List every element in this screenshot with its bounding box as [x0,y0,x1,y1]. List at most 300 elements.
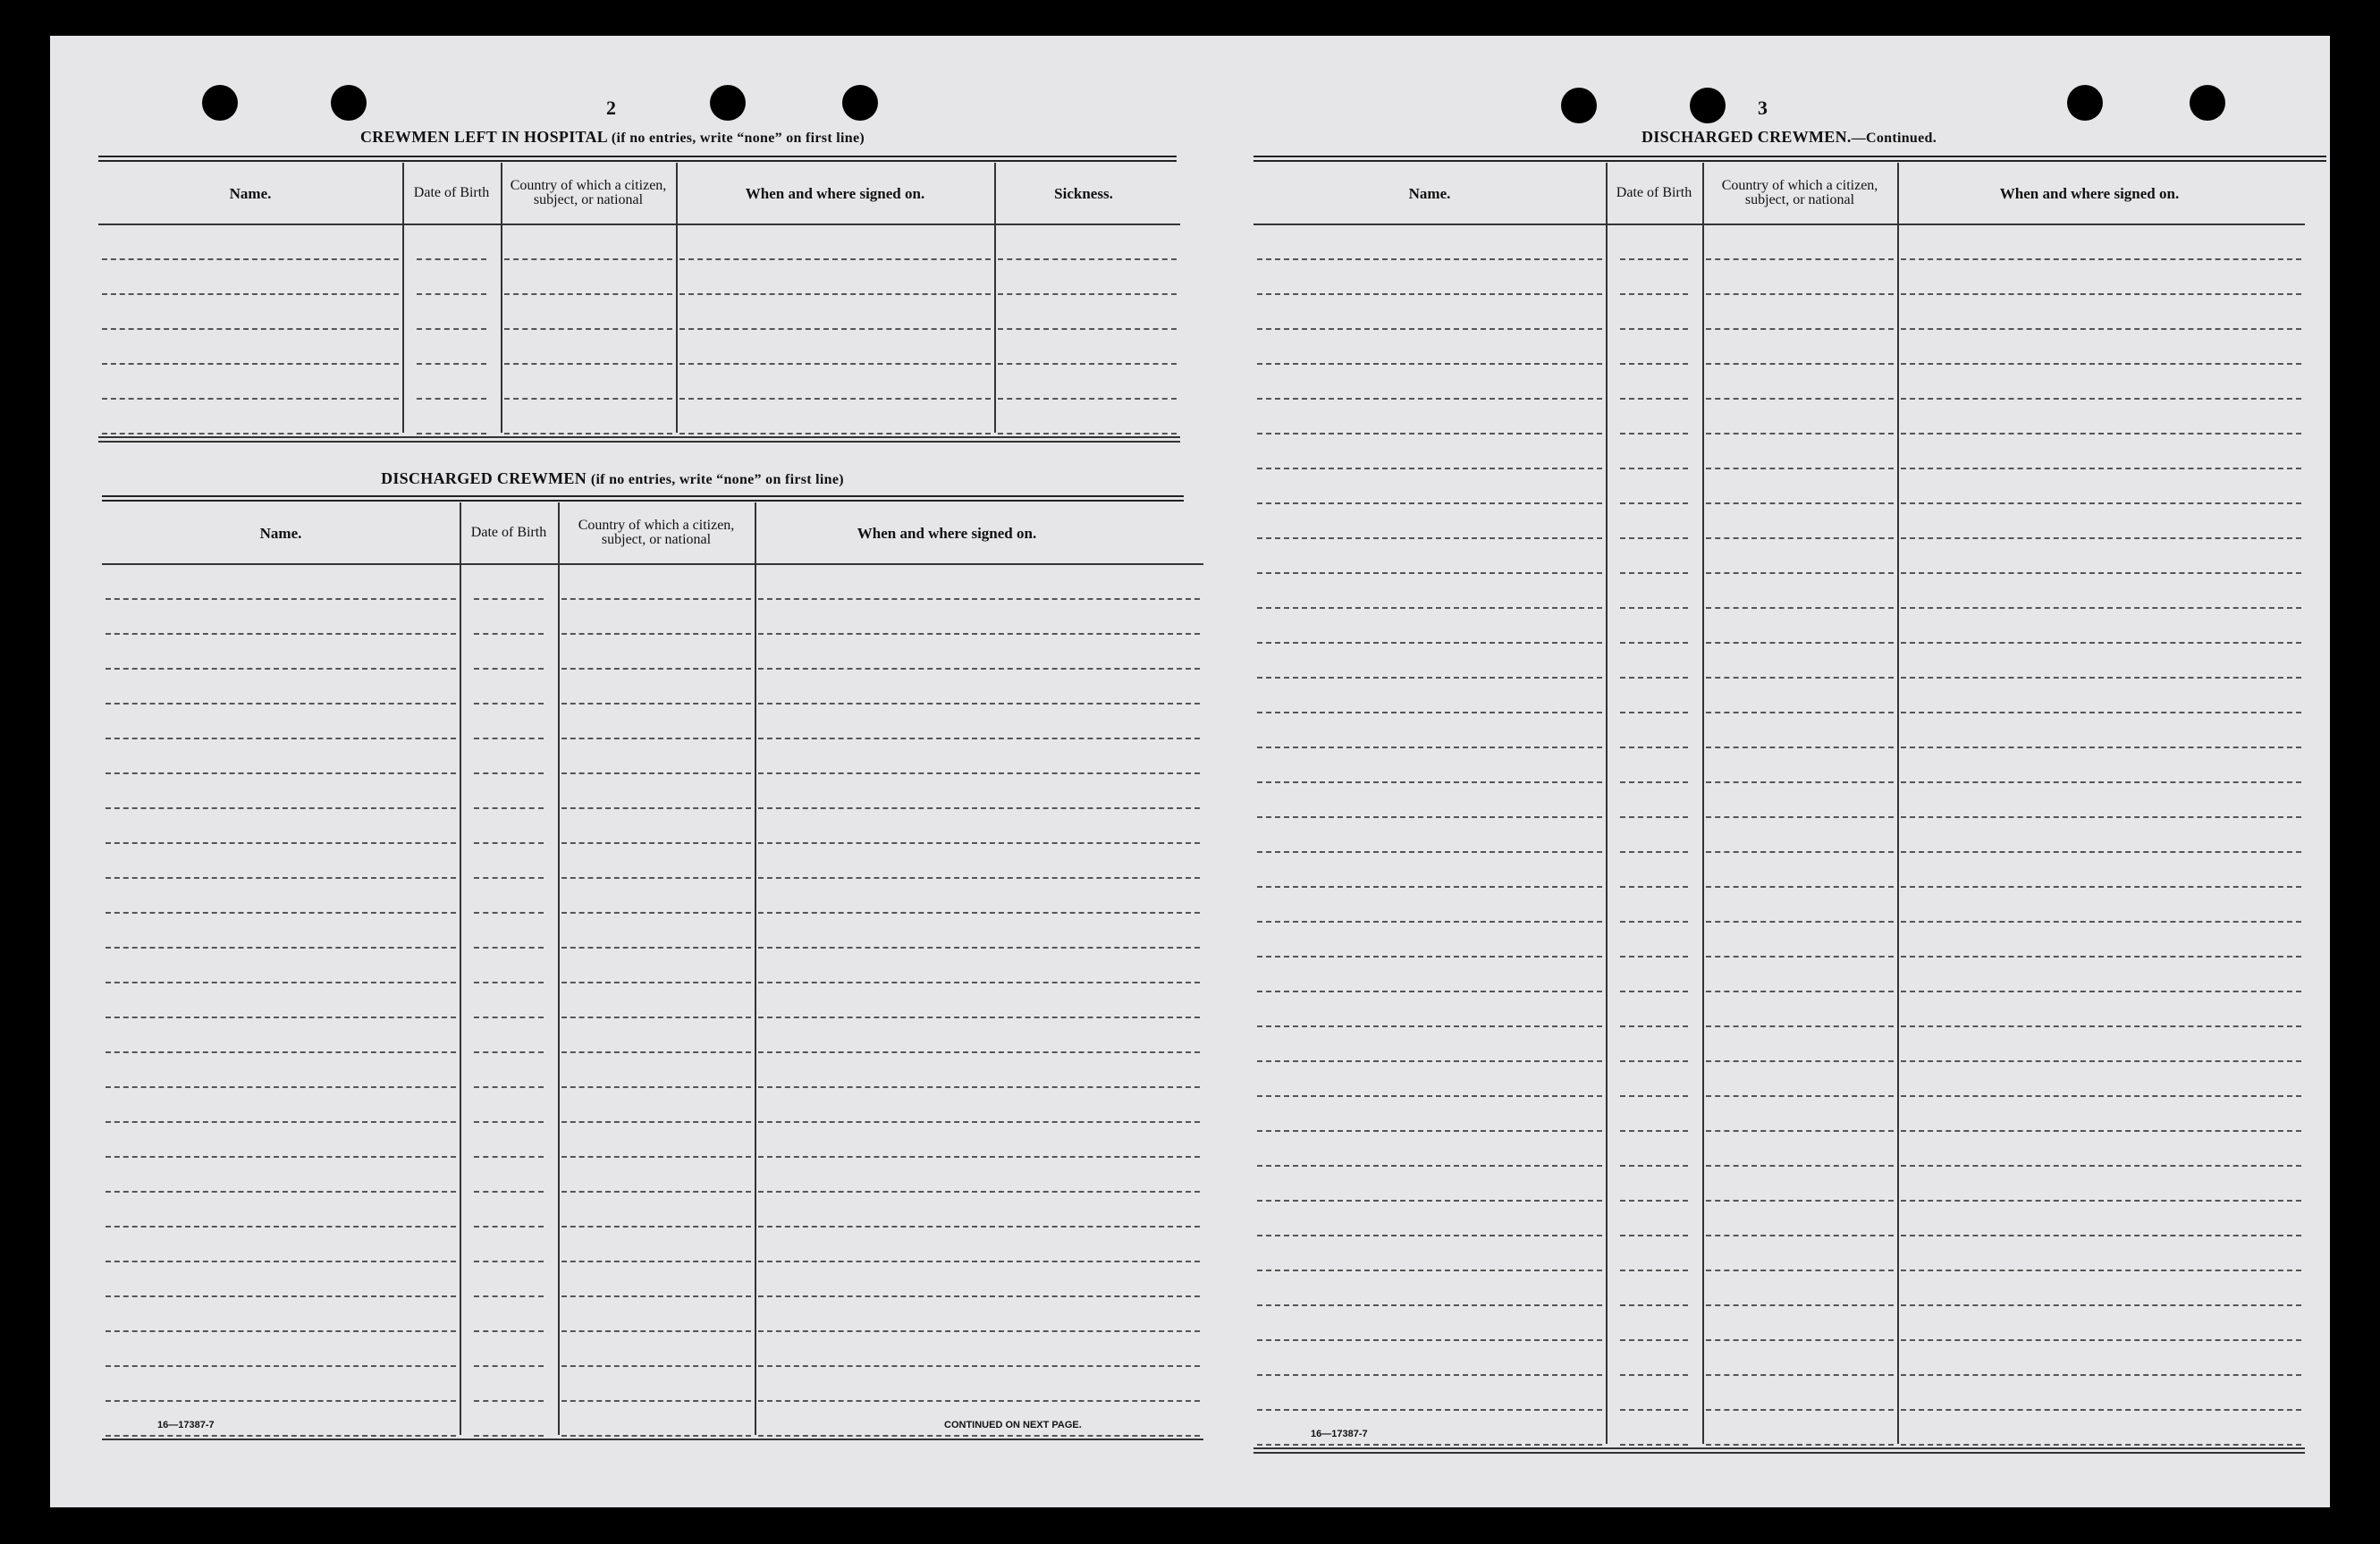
entry-line[interactable] [105,1156,456,1158]
entry-line[interactable] [1901,468,2301,469]
entry-line[interactable] [1901,991,2301,992]
entry-line[interactable] [1620,258,1688,260]
entry-line[interactable] [1901,363,2301,365]
entry-line[interactable] [1901,1025,2301,1027]
entry-line[interactable] [758,1261,1200,1262]
entry-line[interactable] [1620,991,1688,992]
entry-line[interactable] [105,1400,456,1402]
entry-line[interactable] [1620,363,1688,365]
entry-line[interactable] [1257,1095,1602,1097]
entry-line[interactable] [1620,293,1688,295]
entry-line[interactable] [1620,677,1688,679]
entry-line[interactable] [1901,328,2301,330]
entry-line[interactable] [1257,363,1602,365]
entry-line[interactable] [758,877,1200,879]
entry-line[interactable] [561,1261,751,1262]
col-header-date-of-birth: Date of Birth [1616,185,1692,200]
entry-line[interactable] [758,842,1200,844]
entry-line[interactable] [105,1191,456,1193]
entry-line[interactable] [1257,886,1602,888]
entry-line[interactable] [1257,1339,1602,1341]
entry-line[interactable] [758,668,1200,670]
entry-line[interactable] [105,1121,456,1123]
entry-line[interactable] [998,328,1177,330]
entry-line[interactable] [102,433,399,435]
entry-line[interactable] [474,633,544,635]
entry-line[interactable] [1620,747,1688,748]
entry-line[interactable] [474,982,544,983]
entry-line[interactable] [1901,258,2301,260]
entry-line[interactable] [1257,1304,1602,1306]
entry-line[interactable] [1257,398,1602,400]
entry-line[interactable] [474,1261,544,1262]
entry-line[interactable] [679,363,991,365]
entry-line[interactable] [561,1295,751,1297]
entry-line[interactable] [1901,502,2301,504]
entry-line[interactable] [561,1156,751,1158]
column-separator [460,502,461,1435]
entry-line[interactable] [1706,1339,1894,1341]
entry-line[interactable] [758,1017,1200,1018]
entry-line[interactable] [474,1191,544,1193]
entry-line[interactable] [1620,572,1688,574]
entry-line[interactable] [758,807,1200,809]
entry-line[interactable] [1257,328,1602,330]
entry-line[interactable] [504,433,672,435]
entry-line[interactable] [105,1365,456,1367]
entry-line[interactable] [1257,642,1602,644]
hospital-table [98,163,1180,467]
entry-line[interactable] [474,947,544,949]
entry-line[interactable] [1257,1374,1602,1376]
entry-line[interactable] [1901,607,2301,609]
entry-line[interactable] [758,738,1200,739]
entry-line[interactable] [758,1400,1200,1402]
left-form-number: 16—17387-7 [157,1420,215,1430]
entry-line[interactable] [417,433,486,435]
entry-line[interactable] [1706,921,1894,923]
col-header-date-of-birth: Date of Birth [470,525,547,540]
entry-line[interactable] [1901,712,2301,713]
entry-line[interactable] [561,842,751,844]
entry-line[interactable] [105,947,456,949]
entry-line[interactable] [1257,1165,1602,1167]
entry-line[interactable] [561,1086,751,1088]
entry-line[interactable] [474,1051,544,1053]
table-bottom-rule [1253,1447,2305,1449]
entry-line[interactable] [1706,642,1894,644]
entry-line[interactable] [1620,607,1688,609]
header-separator [102,563,1203,565]
entry-line[interactable] [561,668,751,670]
entry-line[interactable] [105,1226,456,1228]
column-separator [1606,163,1608,1444]
entry-line[interactable] [1901,1304,2301,1306]
entry-line[interactable] [474,842,544,844]
entry-line[interactable] [105,842,456,844]
entry-line[interactable] [474,1226,544,1228]
entry-line[interactable] [561,1330,751,1332]
entry-line[interactable] [474,772,544,774]
entry-line[interactable] [561,738,751,739]
entry-line[interactable] [1620,1235,1688,1236]
entry-line[interactable] [1257,747,1602,748]
table-bottom-rule [98,436,1180,438]
entry-line[interactable] [474,738,544,739]
entry-line[interactable] [105,738,456,739]
entry-line[interactable] [1901,1060,2301,1062]
hospital-title-text: CREWMEN LEFT IN HOSPITAL [360,128,608,146]
entry-line[interactable] [758,982,1200,983]
entry-line[interactable] [504,258,672,260]
entry-line[interactable] [105,668,456,670]
entry-line[interactable] [1257,1060,1602,1062]
entry-line[interactable] [105,598,456,600]
entry-line[interactable] [1901,398,2301,400]
entry-line[interactable] [1620,1060,1688,1062]
entry-line[interactable] [1706,433,1894,435]
entry-line[interactable] [1257,1270,1602,1271]
entry-line[interactable] [1706,1095,1894,1097]
form-sheet [50,36,2330,1507]
entry-line[interactable] [1620,921,1688,923]
entry-line[interactable] [1706,1270,1894,1271]
entry-line[interactable] [1620,1200,1688,1202]
entry-line[interactable] [758,1156,1200,1158]
entry-line[interactable] [474,703,544,705]
entry-line[interactable] [1706,712,1894,713]
entry-line[interactable] [105,877,456,879]
entry-line[interactable] [1706,398,1894,400]
entry-line[interactable] [1620,712,1688,713]
entry-line[interactable] [1901,1200,2301,1202]
entry-line[interactable] [474,1156,544,1158]
entry-line[interactable] [1706,1374,1894,1376]
entry-line[interactable] [1706,293,1894,295]
entry-line[interactable] [417,293,486,295]
entry-line[interactable] [1901,433,2301,435]
entry-line[interactable] [1706,328,1894,330]
discharged-top-rule-2 [102,500,1184,502]
entry-line[interactable] [1706,502,1894,504]
entry-line[interactable] [474,1330,544,1332]
entry-line[interactable] [1257,1025,1602,1027]
entry-line[interactable] [1706,537,1894,539]
entry-line[interactable] [1620,398,1688,400]
entry-line[interactable] [1620,642,1688,644]
entry-line[interactable] [1706,1409,1894,1411]
discharged-instruction: (if no entries, write “none” on first line) [590,472,844,487]
entry-line[interactable] [1257,607,1602,609]
entry-line[interactable] [758,703,1200,705]
entry-line[interactable] [1620,851,1688,853]
entry-line[interactable] [1257,1444,1602,1446]
entry-line[interactable] [474,668,544,670]
punch-hole [842,85,878,121]
entry-line[interactable] [1620,1339,1688,1341]
entry-line[interactable] [105,1017,456,1018]
entry-line[interactable] [758,1435,1200,1437]
entry-line[interactable] [561,598,751,600]
entry-line[interactable] [1706,781,1894,783]
right-form-number: 16—17387-7 [1311,1429,1368,1439]
entry-line[interactable] [758,1226,1200,1228]
entry-line[interactable] [1901,642,2301,644]
entry-line[interactable] [1706,1025,1894,1027]
entry-line[interactable] [1620,956,1688,958]
entry-line[interactable] [1620,502,1688,504]
entry-line[interactable] [1706,1060,1894,1062]
entry-line[interactable] [1257,1130,1602,1132]
entry-line[interactable] [1257,293,1602,295]
entry-line[interactable] [1706,816,1894,818]
entry-line[interactable] [561,633,751,635]
entry-line[interactable] [1620,1130,1688,1132]
entry-line[interactable] [561,1435,751,1437]
entry-line[interactable] [474,877,544,879]
entry-line[interactable] [1620,1095,1688,1097]
entry-line[interactable] [1257,956,1602,958]
entry-line[interactable] [1706,258,1894,260]
entry-line[interactable] [561,1017,751,1018]
entry-line[interactable] [1257,537,1602,539]
entry-line[interactable] [1620,537,1688,539]
discharged-table-left [102,502,1202,1450]
entry-line[interactable] [561,1191,751,1193]
entry-line[interactable] [1901,537,2301,539]
entry-line[interactable] [474,1365,544,1367]
hospital-section-title [98,128,1127,147]
entry-line[interactable] [1257,572,1602,574]
entry-line[interactable] [561,1226,751,1228]
entry-line[interactable] [105,1295,456,1297]
entry-line[interactable] [1620,1409,1688,1411]
entry-line[interactable] [1901,1235,2301,1236]
entry-line[interactable] [474,1400,544,1402]
entry-line[interactable] [561,1400,751,1402]
entry-line[interactable] [105,1261,456,1262]
entry-line[interactable] [474,1086,544,1088]
discharged-table-right [1253,163,2335,1459]
entry-line[interactable] [1620,328,1688,330]
entry-line[interactable] [105,1330,456,1332]
entry-line[interactable] [758,633,1200,635]
entry-line[interactable] [1706,607,1894,609]
entry-line[interactable] [758,1330,1200,1332]
entry-line[interactable] [1257,502,1602,504]
entry-line[interactable] [758,1086,1200,1088]
entry-line[interactable] [105,1086,456,1088]
entry-line[interactable] [504,363,672,365]
entry-line[interactable] [1257,468,1602,469]
entry-line[interactable] [758,772,1200,774]
entry-line[interactable] [474,1121,544,1123]
entry-line[interactable] [1901,1270,2301,1271]
entry-line[interactable] [1901,572,2301,574]
entry-line[interactable] [504,293,672,295]
col-header-name: Name. [259,524,302,542]
entry-line[interactable] [105,982,456,983]
entry-line[interactable] [998,258,1177,260]
entry-line[interactable] [1706,1304,1894,1306]
entry-line[interactable] [1620,468,1688,469]
entry-line[interactable] [1620,816,1688,818]
entry-line[interactable] [679,328,991,330]
entry-line[interactable] [1706,747,1894,748]
entry-line[interactable] [417,363,486,365]
entry-line[interactable] [1901,1095,2301,1097]
punch-hole [1561,88,1597,123]
entry-line[interactable] [417,398,486,400]
entry-line[interactable] [758,947,1200,949]
entry-line[interactable] [758,1365,1200,1367]
entry-line[interactable] [998,433,1177,435]
entry-line[interactable] [1620,1304,1688,1306]
entry-line[interactable] [561,877,751,879]
entry-line[interactable] [105,633,456,635]
entry-line[interactable] [1901,1339,2301,1341]
entry-line[interactable] [1257,677,1602,679]
entry-line[interactable] [417,328,486,330]
entry-line[interactable] [1257,433,1602,435]
entry-line[interactable] [561,703,751,705]
entry-line[interactable] [561,912,751,914]
entry-line[interactable] [561,1365,751,1367]
right-discharged-title-text: DISCHARGED CREWMEN. [1641,128,1852,146]
entry-line[interactable] [1901,921,2301,923]
entry-line[interactable] [561,947,751,949]
entry-line[interactable] [998,363,1177,365]
entry-line[interactable] [1620,1374,1688,1376]
entry-line[interactable] [1257,816,1602,818]
entry-line[interactable] [758,1295,1200,1297]
entry-line[interactable] [561,1121,751,1123]
entry-line[interactable] [105,1435,456,1437]
entry-line[interactable] [1620,1444,1688,1446]
entry-line[interactable] [1706,956,1894,958]
right-discharged-section-title [1257,128,2321,147]
entry-line[interactable] [679,433,991,435]
entry-line[interactable] [1257,258,1602,260]
punch-hole [710,85,746,121]
entry-line[interactable] [758,1191,1200,1193]
entry-line[interactable] [758,1121,1200,1123]
entry-line[interactable] [1620,1270,1688,1271]
entry-line[interactable] [1620,886,1688,888]
entry-line[interactable] [105,703,456,705]
entry-line[interactable] [474,807,544,809]
entry-line[interactable] [474,1017,544,1018]
entry-line[interactable] [504,398,672,400]
entry-line[interactable] [998,398,1177,400]
entry-line[interactable] [1706,468,1894,469]
entry-line[interactable] [679,293,991,295]
entry-line[interactable] [758,1051,1200,1053]
continued-note: CONTINUED ON NEXT PAGE. [944,1420,1082,1430]
entry-line[interactable] [1257,712,1602,713]
entry-line[interactable] [474,1295,544,1297]
entry-line[interactable] [1257,851,1602,853]
header-separator [98,224,1180,225]
entry-line[interactable] [1706,1200,1894,1202]
entry-line[interactable] [1901,1165,2301,1167]
entry-line[interactable] [504,328,672,330]
entry-line[interactable] [1901,293,2301,295]
entry-line[interactable] [1901,1409,2301,1411]
entry-line[interactable] [561,1051,751,1053]
entry-line[interactable] [474,1435,544,1437]
entry-line[interactable] [1257,991,1602,992]
column-separator [1897,163,1899,1444]
entry-line[interactable] [1706,572,1894,574]
entry-line[interactable] [1706,1130,1894,1132]
entry-line[interactable] [417,258,486,260]
entry-line[interactable] [1901,1374,2301,1376]
entry-line[interactable] [1706,991,1894,992]
entry-line[interactable] [1620,1025,1688,1027]
entry-line[interactable] [105,1051,456,1053]
entry-line[interactable] [105,772,456,774]
right-top-rule-2 [1253,160,2326,162]
entry-line[interactable] [1901,1444,2301,1446]
entry-line[interactable] [102,398,399,400]
entry-line[interactable] [561,772,751,774]
entry-line[interactable] [561,807,751,809]
entry-line[interactable] [561,982,751,983]
entry-line[interactable] [1620,781,1688,783]
entry-line[interactable] [1706,1444,1894,1446]
entry-line[interactable] [1901,816,2301,818]
entry-line[interactable] [102,293,399,295]
entry-line[interactable] [1706,677,1894,679]
entry-line[interactable] [1901,1130,2301,1132]
entry-line[interactable] [1901,747,2301,748]
entry-line[interactable] [1257,921,1602,923]
entry-line[interactable] [679,398,991,400]
entry-line[interactable] [758,912,1200,914]
entry-line[interactable] [1620,1165,1688,1167]
entry-line[interactable] [998,293,1177,295]
entry-line[interactable] [1257,1200,1602,1202]
entry-line[interactable] [1706,363,1894,365]
entry-line[interactable] [1706,886,1894,888]
entry-line[interactable] [1257,781,1602,783]
entry-line[interactable] [1706,1235,1894,1236]
entry-line[interactable] [1901,956,2301,958]
col-header-name: Name. [1408,184,1451,202]
entry-line[interactable] [1706,1165,1894,1167]
column-separator [676,163,678,433]
entry-line[interactable] [102,258,399,260]
entry-line[interactable] [102,328,399,330]
entry-line[interactable] [105,807,456,809]
entry-line[interactable] [679,258,991,260]
entry-line[interactable] [1620,433,1688,435]
entry-line[interactable] [1901,781,2301,783]
entry-line[interactable] [1901,851,2301,853]
entry-line[interactable] [1706,851,1894,853]
entry-line[interactable] [758,598,1200,600]
entry-line[interactable] [474,598,544,600]
header-separator [1253,224,2305,225]
entry-line[interactable] [474,912,544,914]
entry-line[interactable] [1257,1409,1602,1411]
entry-line[interactable] [1257,1235,1602,1236]
entry-line[interactable] [102,363,399,365]
entry-line[interactable] [105,912,456,914]
entry-line[interactable] [1901,886,2301,888]
entry-line[interactable] [1901,677,2301,679]
